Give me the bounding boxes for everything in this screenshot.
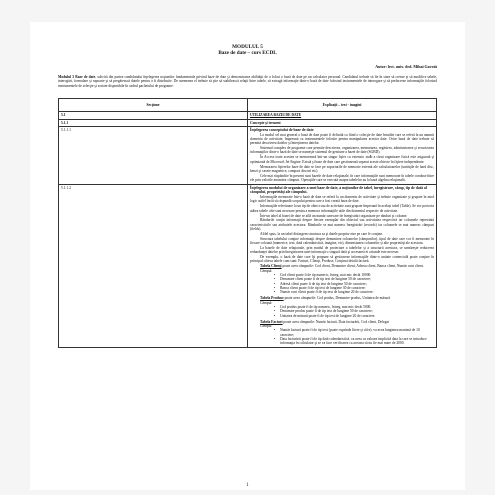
document-page <box>30 22 465 490</box>
paragraph: Rândurile conţin informaţii despre fiecare exemplar din obiectul sau activitatea respectivă iar coloanele reprezintă caracteristicile sau atributele acestora. Rândurile se mai numesc înregistrări (records) iar coloanele se mai numesc câmpuri (fields). <box>250 218 434 231</box>
paragraph: Cele mai răspândite în prezent sunt bazele de date relaţionale, în care informaţiile sunt memorate în tabele conduse între ele prin valorile anumitor câmpuri. Operaţiile care se execută asupra tabelelor au la bază algebra relaţională. <box>250 173 434 183</box>
paragraph: În Access toate acestea se memorează într-un singur fişier cu extensia .mdb a cărui organizare fizică este asigurată şi optimizată de Microsoft Jet Engine. Există şi baze de date care gestionează separat aceste obiecte în fişiere independente. <box>250 155 434 164</box>
title-line-1: MODULUL 5 <box>232 44 263 50</box>
row-content <box>248 184 437 347</box>
list-item: • Denumire client poate fi de tip text de lungime 50 de caractere; <box>280 277 434 281</box>
row-number: 5.1.1.2 <box>59 184 248 347</box>
paragraph: Într-un tabel al bazei de date se află un număr oarecare de înregistrări organizate pe rânduri şi coloane. <box>260 213 408 218</box>
sub-table-title: Tabela Clienţi <box>260 264 282 269</box>
row-heading: Înţelegerea conceptului de baze de date <box>250 127 314 132</box>
field-list <box>260 305 434 318</box>
table-header-row <box>59 99 437 112</box>
title-line-2: Baze de date – curs ECDL <box>218 50 277 56</box>
row-heading: Concepte şi termeni <box>248 119 437 126</box>
sub-table-intro: poate avea câmpurile: Cod produs, Denumire produs, Unitatea de măsură <box>283 296 391 301</box>
sub-table-lead: Câmpul: <box>260 324 273 329</box>
sub-table-intro: poate avea câmpurile: Cod client, Denumire client, Adresa client, Banca client, Număr cont client. <box>281 264 424 269</box>
list-item: • Denumire produs poate fi de tip text de lungime 50 de caractere; <box>280 309 434 313</box>
table-description-produse <box>250 296 434 317</box>
paragraph: Informaţiile referitoare la un tip de obiect sau de activitate sunt grupate împreună în același tabel (Table). Se vor proiecta atâtea tabele câte sunt necesare pentru a memora informaţiile utile din domeniul respectiv de activitate. <box>250 204 434 213</box>
list-item: • Cod client poate fi de tip numeric, întreg, mai mic decât 10000. <box>280 273 434 277</box>
table-row <box>59 126 437 184</box>
author-line: Autor: lect. univ. drd. Mihai Gavotă <box>375 64 437 69</box>
sub-table-intro: poate avea câmpurile: Număr factură, Data facturării, Cod client, Delegat <box>282 319 389 324</box>
header-section: Secţiune <box>59 99 248 112</box>
table-description-facturi <box>250 320 434 346</box>
list-item: • Număr factură poate fi de tip text (poate cuprinde litere şi cifre), va avea lungimea maximă de 10 caractere; <box>280 328 434 337</box>
table-row <box>59 112 437 119</box>
field-list <box>260 273 434 294</box>
intro-text: , solicită din partea candidatului înţelegerea noţiunilor fundamentale privind baze de date şi demonstrarea abilităţii de a folosi o bază de date pe un calculator personal. Candidatul trebuie să fie în stare să creeze şi să modifice tabele, interogări, formulare şi rapoarte şi să pregătească datele pentru a fi distribuite. De asemenea el trebuie să ştie să stabilească relaţii între tabele, să extragă informaţie dintr-o bază de date folosind instrumentele de interogare şi să prelucreze informaţiile folosind instrumentele de selecţie şi sortare disponibile în cadrul pachetului de programe. <box>58 75 437 88</box>
page-number: 1 <box>246 483 249 488</box>
table-row <box>59 119 437 126</box>
list-item: • Data facturării poate fi de tip dată calendaristică, va avea ca valoare implicită data la care se introduce informaţia în calculator şi se va face verificarea ca aceasta să nu fie mai mare de 2000. <box>280 337 434 346</box>
row-content <box>248 126 437 184</box>
table-description-clienti <box>250 264 434 294</box>
sub-table-title: Tabela Facturi <box>260 319 283 324</box>
paragraph: Memorarea fişierelor baze de date se face pe suporturile de memorie externă ale calculatoarelor (unităţile de hard disc, benzi şi casete magnetice, compact discuri etc). <box>250 164 434 173</box>
row-number: 5.1.1.1 <box>59 126 248 184</box>
paragraph: De exemplu, o bază de date care îşi propune să gestioneze informaţiile dintr-o unitate comercială poate conţine în principal câteva tabele cum sunt: Facturi, Clienţi, Produse, Conţinut detalii factură. <box>250 255 434 264</box>
field-list <box>260 328 434 345</box>
row-heading: UTILIZAREA BAZEI DE DATE <box>248 112 437 119</box>
paragraph: Sistemul complex de programe care permite descrierea, organizarea, memorarea, regăsirea, administrarea şi securizarea informaţiilor dintr-o bază de date se numeşte sistemul de gestiune a bazei de date (SGBD). <box>250 146 434 155</box>
paragraph: La bazele de date relaţionale, prin modul de proiectare a tabelelor şi a structurii acestora, se urmăreşte reducerea redundanţei datelor prin înregistrarea unei informaţii o singură dată şi accesarea ei oriunde este necesar. <box>250 245 434 255</box>
table-row <box>59 184 437 347</box>
intro-paragraph <box>58 75 437 88</box>
list-item: • Banca client poate fi de tip text de lungime 30 de caractere; <box>280 286 434 290</box>
row-heading: Înţelegerea modului de organizare a unei baze de date, a noţiunilor de tabel, înregistrare, câmp, tip de dată al câmpului, proprietăţi ale câmpului. <box>250 185 427 195</box>
paragraph: Informaţiile memorate într-o bază de date se referă la un domeniu de activitate şi trebuie organizate şi grupate în mod logic astfel încât să răspundă scopului pentru care a fost creată baza de date. <box>250 195 434 204</box>
list-item: • Unitatea de măsură poate fi de tip text de lungime 20 de caractere. <box>280 314 434 318</box>
sub-table-title: Tabela Produse <box>260 296 284 301</box>
header-explanations: Explicaţii – text - imagini <box>248 99 437 112</box>
paragraph: Structura tabelului conţine informaţii despre denumirea coloanelor (câmpurilor), tipul de date care vor fi memorate în fiecare coloană (numerice, text, dată calendaristică, imagine, etc), dimensiunea coloanelor şi alte proprietăţi ale acestora. <box>250 236 434 246</box>
paragraph: Altfel spus, la un tabel distingem structura sa şi datele propriu-zise pe care le conţine. <box>260 231 383 236</box>
intro-bold: Modulul 5 Baze de date <box>58 75 96 79</box>
content-table <box>58 98 437 347</box>
list-item: • Număr cont client poate fi de tip text de lungime 20 de caractere. <box>280 290 434 294</box>
row-number: 5.1 <box>59 112 248 119</box>
paragraph: La modul cel mai general o bază de date poate fi definită ca fiind o colecţie de date înrudite care se referă la un anumit domeniu de activitate, împreună cu instrumentele folosite pentru manipularea acestor date. Orice bază de date trebuie să permită descrierea datelor şi întreţinerea datelor. <box>250 132 434 146</box>
sub-table-lead: Câmpul: <box>260 268 273 273</box>
document-title <box>58 44 437 56</box>
list-item: • Cod produs poate fi de tip numeric, întreg, mai mic decât 5000. <box>280 305 434 309</box>
list-item: • Adresă client poate fi de tip text de lungime 50 de caractere; <box>280 282 434 286</box>
row-number: 5.1.1 <box>59 119 248 126</box>
sub-table-lead: Câmpul: <box>260 300 273 305</box>
